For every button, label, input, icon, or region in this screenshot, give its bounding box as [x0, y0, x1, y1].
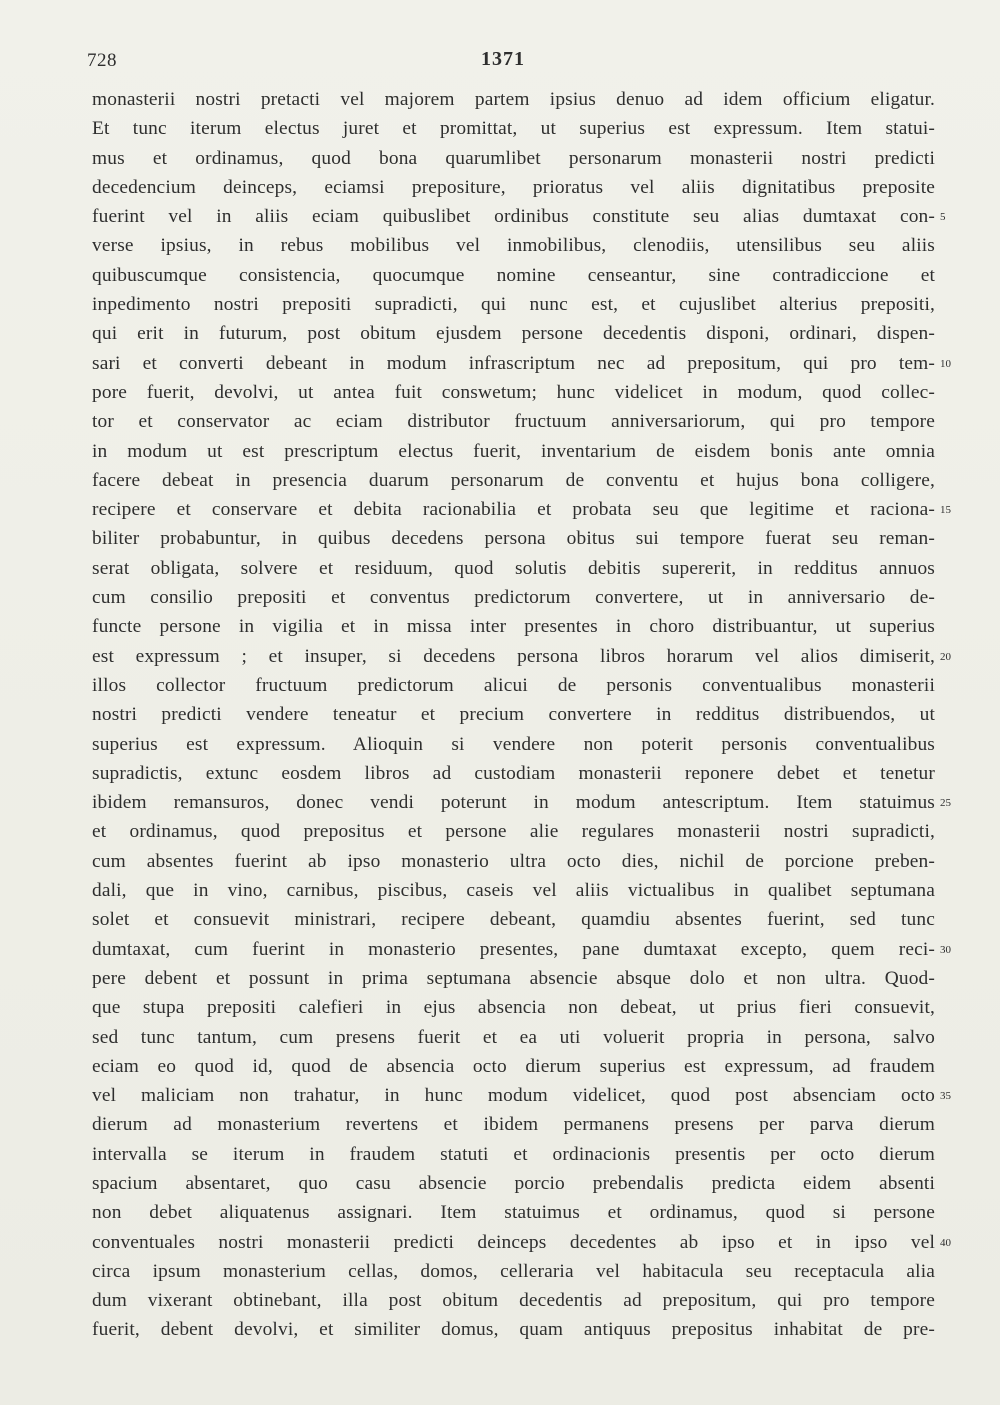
text-line: monasterii nostri pretacti vel majorem partem ipsius denuo ad idem officium eligatur.: [92, 89, 935, 110]
text-line: illos collector fructuum predictorum alicui de personis conventualibus monasterii: [92, 674, 935, 696]
text-line: conventuales nostri monasterii predicti deinceps decedentes ab ipso et in ipso vel: [92, 1231, 935, 1253]
text-line: qui erit in futurum, post obitum ejusdem persone decedentis disponi, ordinari, dispen-: [92, 323, 935, 345]
text-line: et ordinamus, quod prepositus et persone alie regulares monasterii nostri supradicti,: [92, 821, 935, 843]
text-line: non debet aliquatenus assignari. Item statuimus et ordinamus, quod si persone: [92, 1202, 935, 1224]
text-line: fuerit, debent devolvi, et similiter domus, quam antiquus prepositus inhabitat de pre-: [92, 1319, 935, 1341]
text-line: dumtaxat, cum fuerint in monasterio presentes, pane dumtaxat excepto, quem reci-: [92, 938, 935, 960]
text-line: decedencium deinceps, eciamsi prepositure, prioratus vel aliis dignitatibus preposite: [92, 176, 935, 198]
margin-line-number: 10: [940, 357, 951, 370]
text-line: fuerint vel in aliis eciam quibuslibet ordinibus constitute seu alias dumtaxat con-: [92, 206, 935, 228]
text-line: pere debent et possunt in prima septumana absencie absque dolo et non ultra. Quod-: [92, 967, 935, 989]
text-line: est expressum ; et insuper, si decedens persona libros horarum vel alios dimiserit,: [92, 645, 935, 667]
text-line: serat obligata, solvere et residuum, quod solutis debitis supererit, in redditus annuos: [92, 557, 935, 579]
margin-line-number: 25: [940, 797, 951, 810]
text-line: cum consilio prepositi et conventus predictorum convertere, ut in anniversario de-: [92, 587, 935, 609]
text-line: biliter probabuntur, in quibus decedens persona obitus sui tempore fuerat seu reman-: [92, 528, 935, 550]
text-line: eciam eo quod id, quod de absencia octo dierum superius est expressum, ad fraudem: [92, 1055, 935, 1077]
text-line: dali, que in vino, carnibus, piscibus, caseis vel aliis victualibus in qualibet septumana: [92, 880, 935, 902]
text-line: quibuscumque consistencia, quocumque nomine censeantur, sine contradiccione et: [92, 264, 935, 286]
text-line: supradictis, extunc eosdem libros ad custodiam monasterii reponere debet et tenetur: [92, 762, 935, 784]
text-line: nostri predicti vendere teneatur et precium convertere in redditus distribuendos, ut: [92, 704, 935, 726]
body-text: [92, 85, 935, 1345]
text-line: que stupa prepositi calefieri in ejus absencia non debeat, ut prius fieri consuevit,: [92, 997, 935, 1019]
text-line: facere debeat in presencia duarum personarum de conventu et hujus bona colligere,: [92, 469, 935, 491]
margin-line-number: 20: [940, 650, 951, 663]
text-line: dum vixerant obtinebant, illa post obitum decedentis ad prepositum, qui pro tempore: [92, 1290, 935, 1312]
text-line: vel maliciam non trahatur, in hunc modum videlicet, quod post absenciam octo: [92, 1085, 935, 1107]
text-line: solet et consuevit ministrari, recipere debeant, quamdiu absentes fuerint, sed tunc: [92, 909, 935, 931]
text-line: inpedimento nostri prepositi supradicti, qui nunc est, et cujuslibet alterius prepositi,: [92, 294, 935, 316]
margin-line-number: 35: [940, 1090, 951, 1103]
text-line: in modum ut est prescriptum electus fuerit, inventarium de eisdem bonis ante omnia: [92, 440, 935, 462]
margin-line-number: 15: [940, 504, 951, 517]
margin-line-number: 30: [940, 943, 951, 956]
text-line: circa ipsum monasterium cellas, domos, celleraria vel habitacula seu receptacula alia: [92, 1260, 935, 1282]
text-line: functe persone in vigilia et in missa inter presentes in choro distribuantur, ut superius: [92, 616, 935, 638]
text-line: intervalla se iterum in fraudem statuti et ordinacionis presentis per octo dierum: [92, 1143, 935, 1165]
text-line: pore fuerit, devolvi, ut antea fuit conswetum; hunc videlicet in modum, quod collec-: [92, 381, 935, 403]
margin-line-number: 5: [940, 211, 946, 224]
text-line: spacium absentaret, quo casu absencie porcio prebendalis predicta eidem absenti: [92, 1172, 935, 1194]
running-header-year: 1371: [481, 48, 525, 70]
text-line: cum absentes fuerint ab ipso monasterio ultra octo dies, nichil de porcione preben-: [92, 850, 935, 872]
text-line: mus et ordinamus, quod bona quarumlibet personarum monasterii nostri predicti: [92, 147, 935, 169]
text-line: tor et conservator ac eciam distributor fructuum anniversariorum, qui pro tempore: [92, 411, 935, 433]
page-number: 728: [87, 50, 117, 71]
text-line: sari et converti debeant in modum infrascriptum nec ad prepositum, qui pro tem-: [92, 352, 935, 374]
margin-line-number: 40: [940, 1236, 951, 1249]
text-line: sed tunc tantum, cum presens fuerit et ea uti voluerit propria in persona, salvo: [92, 1026, 935, 1048]
text-line: recipere et conservare et debita racionabilia et probata seu que legitime et raciona-: [92, 499, 935, 521]
text-line: ibidem remansuros, donec vendi poterunt in modum antescriptum. Item statuimus: [92, 792, 935, 814]
text-line: verse ipsius, in rebus mobilibus vel inmobilibus, clenodiis, utensilibus seu aliis: [92, 235, 935, 257]
text-line: superius est expressum. Alioquin si vendere non poterit personis conventualibus: [92, 733, 935, 755]
text-line: dierum ad monasterium revertens et ibidem permanens presens per parva dierum: [92, 1114, 935, 1136]
text-line: Et tunc iterum electus juret et promittat, ut superius est expressum. Item statui-: [92, 118, 935, 140]
